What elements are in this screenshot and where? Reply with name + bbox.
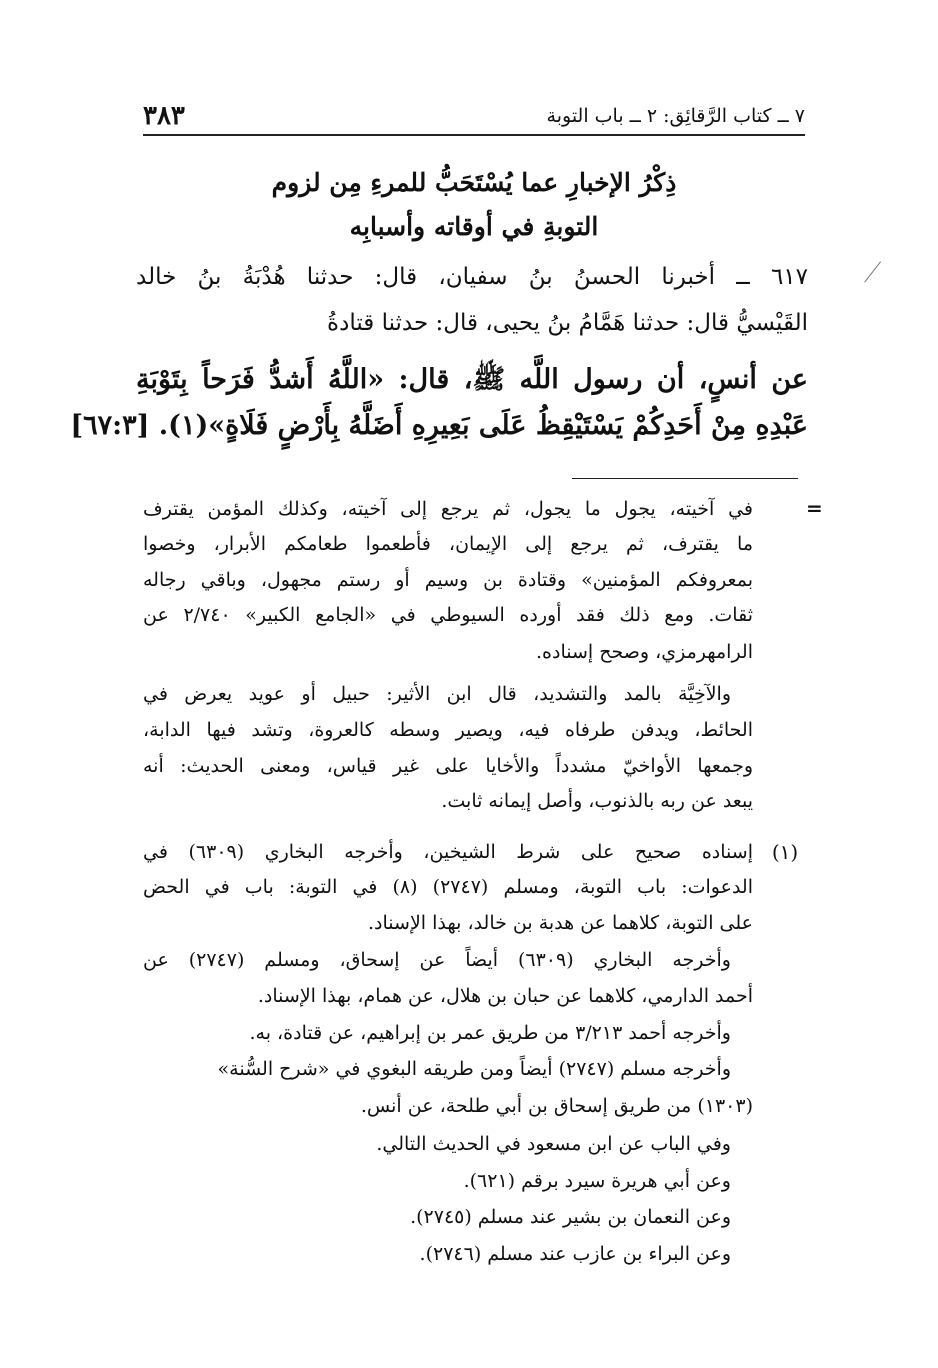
footnote-line: وأخرجه البخاري (٦٣٠٩) أيضاً عن إسحاق، ومسلم (٢٧٤٧) عن (143, 949, 731, 971)
footnote-line: وعن النعمان بن بشير عند مسلم (٢٧٤٥). (410, 1206, 731, 1228)
footnote-line: في آخيته، يجول ما يجول، ثم يرجع إلى آخيته، وكذلك المؤمن يقترف (143, 498, 753, 520)
hadith-matn-line-1: عن أنسٍ، أن رسول اللَّه ﷺ، قال: «اللَّهُ أَشدُّ فَرَحاً بِتَوْبَةِ (136, 364, 808, 395)
footnote-line: (١٣٠٣) من طريق إسحاق بن أبي طلحة، عن أنس. (360, 1095, 753, 1117)
continuation-mark: = (806, 496, 823, 520)
hadith-isnad-line-1: ٦١٧ ــ أخبرنا الحسنُ بنُ سفيان، قال: حدثنا هُدْبَةُ بنُ خالد (136, 264, 808, 290)
footnote-line: الرامهرمزي، وصحح إسناده. (535, 641, 753, 663)
page-number: ٣٨٣ (143, 101, 185, 131)
footnote-line: وفي الباب عن ابن مسعود في الحديث التالي. (376, 1133, 731, 1155)
hadith-isnad-line-2: القَيْسيُّ قال: حدثنا هَمَّامُ بنُ يحيى، قال: حدثنا قتادةُ (327, 310, 808, 336)
footnote-line: على التوبة، كلاهما عن هدبة بن خالد، بهذا الإسناد. (368, 912, 753, 934)
footnote-line: وأخرجه مسلم (٢٧٤٧) أيضاً ومن طريقه البغوي في «شرح السُّنة» (217, 1058, 731, 1080)
hadith-matn-line-2: عَبْدِهِ مِنْ أَحَدِكُمْ يَسْتَيْقِظُ عَلَى بَعِيرِهِ أَضَلَّهُ بِأَرْضٍ فَلَاةٍ»(١). [٦٧:٣] (70, 410, 808, 441)
footnote-line: بمعروفكم المؤمنين» وقتادة بن وسيم أو رستم مجهول، وباقي رجاله (143, 569, 753, 591)
footnote-line: وجمعها الأواخيّ مشدداً والأخايا على غير قياس، ومعنى الحديث: أنه (143, 755, 753, 777)
footnote-line: ثقات. ومع ذلك فقد أورده السيوطي في «الجامع الكبير» ٢/٧٤٠ عن (143, 604, 753, 626)
footnote-line: الدعوات: باب التوبة، ومسلم (٢٧٤٧) (٨) في التوبة: باب في الحض (143, 876, 753, 898)
running-header (143, 98, 805, 136)
footnote-line: الحائط، ويدفن طرفاه فيه، ويصير وسطه كالعروة، وتشد فيها الدابة، (143, 719, 753, 741)
footnote-number: (١) (771, 840, 799, 864)
footnote-line: أحمد الدارمي، كلاهما عن حبان بن هلال، عن همام، بهذا الإسناد. (257, 985, 753, 1007)
footnote-line: وعن البراء بن عازب عند مسلم (٢٧٤٦). (419, 1243, 731, 1265)
footnote-line: ما يقترف، ثم يرجع إلى الإيمان، فأطعموا طعامكم الأبرار، وخصوا (143, 533, 753, 555)
chapter-heading-line-1: ذِكْرُ الإخبارِ عما يُسْتَحَبُّ للمرءِ مِن لزوم (271, 168, 677, 197)
footnote-line: والآخِيَّة بالمد والتشديد، قال ابن الأثير: حبيل أو عويد يعرض في (143, 683, 731, 705)
footnote-line: يبعد عن ربه بالذنوب، وأصل إيمانه ثابت. (441, 790, 753, 812)
footnote-separator (572, 478, 798, 479)
footnote-line: إسناده صحيح على شرط الشيخين، وأخرجه البخاري (٦٣٠٩) في (143, 841, 753, 863)
chapter-heading-line-2: التوبةِ في أوقاته وأسبابِه (349, 212, 599, 241)
margin-pen-mark (850, 250, 881, 282)
running-title: ٧ ــ كتاب الرَّقائِق: ٢ ــ باب التوبة (546, 105, 805, 127)
footnote-line: وأخرجه أحمد ٣/٢١٣ من طريق عمر بن إبراهيم، عن قتادة، به. (249, 1022, 731, 1044)
footnote-line: وعن أبي هريرة سيرد برقم (٦٢١). (463, 1170, 731, 1192)
